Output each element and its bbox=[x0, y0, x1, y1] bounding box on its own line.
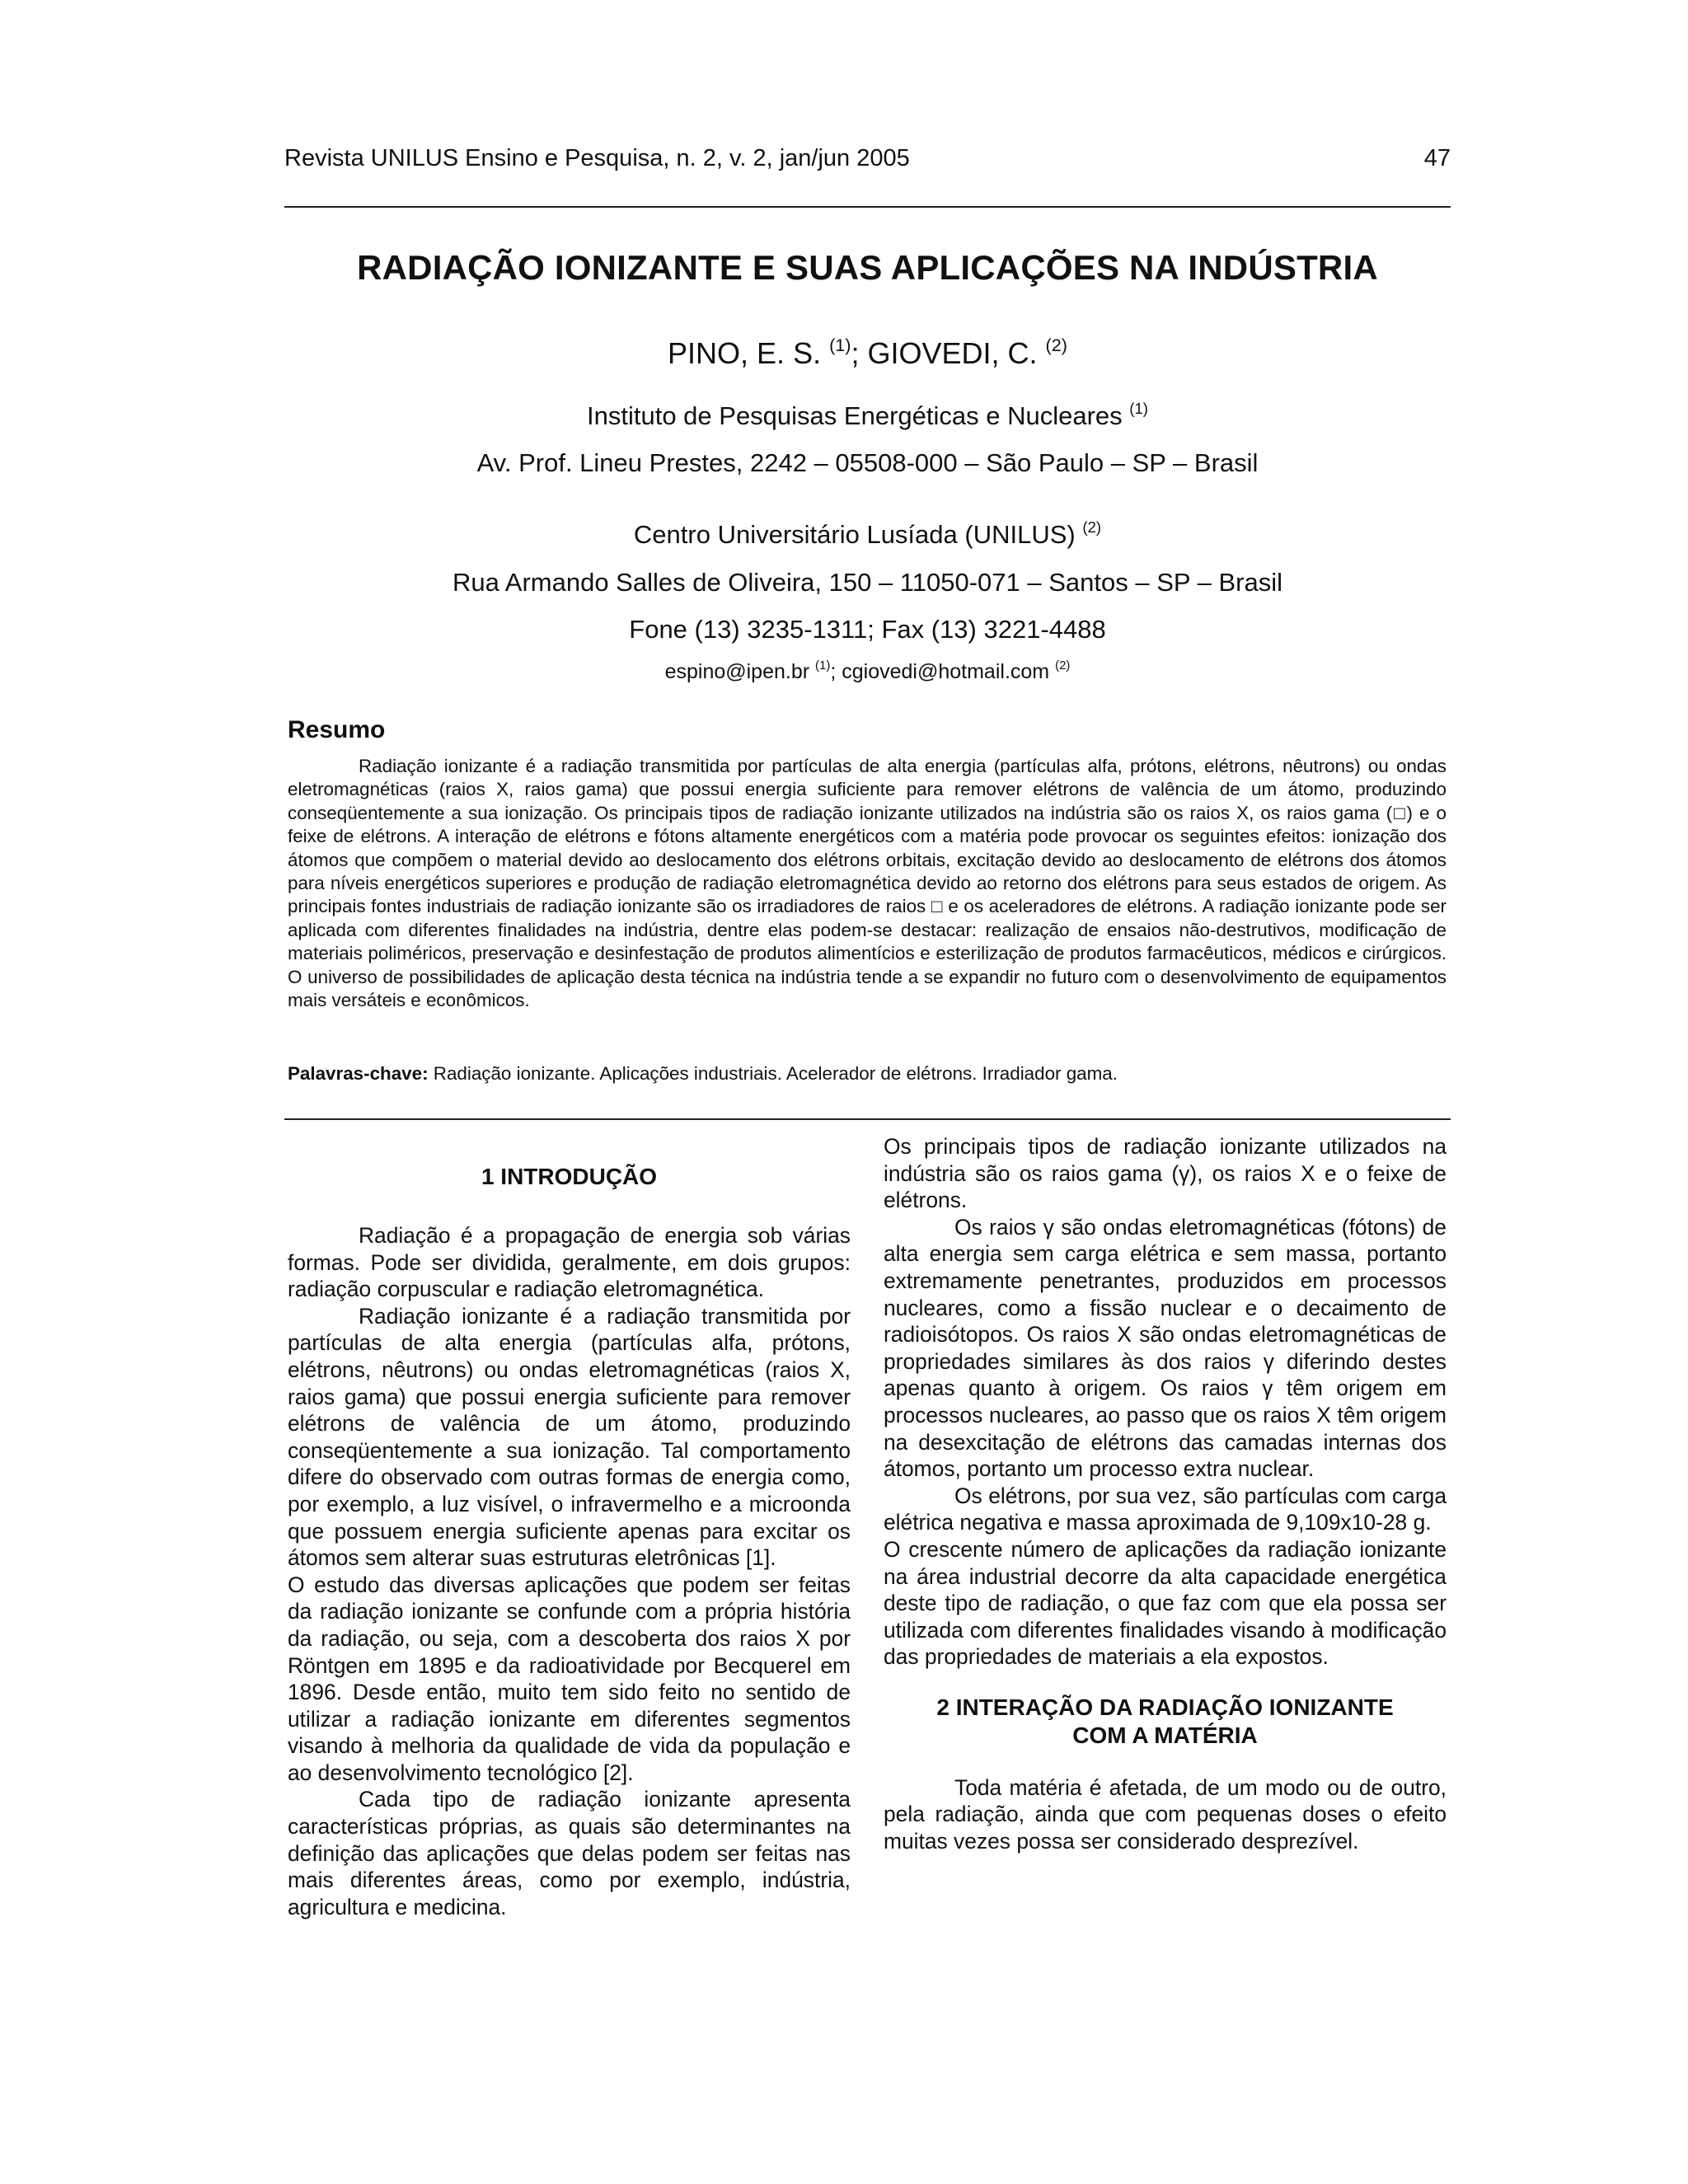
page-number: 47 bbox=[1423, 145, 1451, 171]
affiliation-2-phone: Fone (13) 3235-1311; Fax (13) 3221-4488 bbox=[629, 615, 1106, 644]
paragraph: Os elétrons, por sua vez, são partículas com carga elétrica negativa e massa aproximada de 9,109x10-28 g. bbox=[884, 1483, 1447, 1535]
keywords-label: Palavras-chave: bbox=[288, 1063, 429, 1084]
author-1: PINO, E. S. bbox=[668, 336, 830, 370]
paragraph: Radiação ionizante é a radiação transmitida por partículas de alta energia (partículas alfa, prótons, elétrons, nêutrons) ou ondas eletromagnéticas (raios X, raios gama) que possui energia suficiente para remover elétrons de valência de um átomo, produzindo conseqüentemente a sua ionização. Tal comportamento difere do observado com outras formas de energia como, por exemplo, a luz visível, o infravermelho e a microonda que possuem energia suficiente apenas para excitar os átomos sem alterar suas estruturas eletrônicas [1]. bbox=[288, 1303, 851, 1571]
author-2: ; GIOVEDI, C. bbox=[851, 336, 1046, 370]
paragraph: Os raios γ são ondas eletromagnéticas (fótons) de alta energia sem carga elétrica e sem massa, portanto extremamente penetrantes, produzidos em processos nucleares, como a fissão nuclear e o decaimento de radioisótopos. Os raios X são ondas eletromagnéticas de propriedades similares às dos raios γ diferindo destes apenas quanto à origem. Os raios γ têm origem em processos nucleares, ao passo que os raios X têm origem na desexcitação de elétrons das camadas internas dos átomos, portanto um processo extra nuclear. bbox=[884, 1214, 1447, 1482]
paragraph: Toda matéria é afetada, de um modo ou de outro, pela radiação, ainda que com pequenas doses o efeito muitas vezes possa ser considerado desprezível. bbox=[884, 1774, 1447, 1854]
left-column bbox=[288, 1133, 851, 1920]
paragraph: O crescente número de aplicações da radiação ionizante na área industrial decorre da alta capacidade energética deste tipo de radiação, o que faz com que ela possa ser utilizada com diferentes finalidades visando à modificação das propriedades de materiais a ela expostos. bbox=[884, 1536, 1447, 1670]
section-2-heading: 2 INTERAÇÃO DA RADIAÇÃO IONIZANTE COM A MATÉRIA bbox=[936, 1694, 1394, 1748]
email-2: ; cgiovedi@hotmail.com bbox=[830, 660, 1056, 683]
paragraph: Cada tipo de radiação ionizante apresenta características próprias, as quais são determinantes na definição das aplicações que delas podem ser feitas nas mais diferentes áreas, como por exemplo, indústria, agricultura e medicina. bbox=[288, 1787, 851, 1919]
affiliation-1-address: Av. Prof. Lineu Prestes, 2242 – 05508-000 – São Paulo – SP – Brasil bbox=[476, 448, 1259, 477]
author-1-affiliation-mark: (1) bbox=[829, 335, 851, 355]
email-1: espino@ipen.br bbox=[664, 660, 816, 683]
paragraph: Os principais tipos de radiação ionizante utilizados na indústria são os raios gama (γ), os raios X e o feixe de elétrons. bbox=[884, 1134, 1447, 1213]
header-divider bbox=[284, 206, 1451, 208]
affiliation-2-address: Rua Armando Salles de Oliveira, 150 – 11050-071 – Santos – SP – Brasil bbox=[452, 568, 1282, 597]
running-header bbox=[284, 142, 1451, 175]
article-title: RADIAÇÃO IONIZANTE E SUAS APLICAÇÕES NA INDÚSTRIA bbox=[357, 248, 1378, 287]
author-line bbox=[284, 334, 1451, 373]
abstract-text: Radiação ionizante é a radiação transmitida por partículas de alta energia (partículas alfa, prótons, elétrons, nêutrons) ou ondas eletromagnéticas (raios X, raios gama) que possui energia suficiente para remover elétrons de valência de um átomo, produzindo conseqüentemente a sua ionização. Os principais tipos de radiação ionizante utilizados na indústria são os raios X, os raios gama (□) e o feixe de elétrons. A interação de elétrons e fótons altamente energéticos com a matéria pode provocar os seguintes efeitos: ionização dos átomos que compõem o material devido ao deslocamento dos elétrons orbitais, excitação devido ao deslocamento de elétrons dos átomos para níveis energéticos superiores e produção de radiação eletromagnética devido ao retorno dos elétrons para seus estados de origem. As principais fontes industriais de radiação ionizante são os irradiadores de raios □ e os aceleradores de elétrons. A radiação ionizante pode ser aplicada com diferentes finalidades na indústria, dentre elas podem-se destacar: realização de ensaios não-destrutivos, modificação de materiais poliméricos, preservação e desinfestação de produtos alimentícios e esterilização de produtos farmacêuticos, médicos e cirúrgicos. O universo de possibilidades de aplicação desta técnica na indústria tende a se expandir no futuro com o desenvolvimento de equipamentos mais versáteis e econômicos. bbox=[288, 756, 1447, 1011]
affiliation-2-name: Centro Universitário Lusíada (UNILUS) $^{(2)}$ bbox=[633, 518, 1102, 549]
right-column bbox=[884, 1133, 1447, 1855]
abstract-heading: Resumo bbox=[288, 716, 386, 743]
paragraph: Radiação é a propagação de energia sob várias formas. Pode ser dividida, geralmente, em dois grupos: radiação corpuscular e radiação eletromagnética. bbox=[288, 1223, 851, 1302]
body-divider bbox=[284, 1118, 1451, 1120]
email-line: espino@ipen.br $^{(1)}$; cgiovedi@hotmail.com $^{(2)}$ bbox=[664, 658, 1071, 683]
affiliation-1-name: Instituto de Pesquisas Energéticas e Nucleares $^{(1)}$ bbox=[587, 399, 1148, 430]
journal-page bbox=[284, 0, 1451, 2184]
paragraph: O estudo das diversas aplicações que podem ser feitas da radiação ionizante se confunde com a própria história da radiação, ou seja, com a descoberta dos raios X por Röntgen em 1895 e da radioatividade por Becquerel em 1896. Desde então, muito tem sido feito no sentido de utilizar a radiação ionizante em diferentes segmentos visando à melhoria da qualidade de vida da população e ao desenvolvimento tecnológico [2]. bbox=[288, 1572, 851, 1785]
journal-citation: Revista UNILUS Ensino e Pesquisa, n. 2, v. 2, jan/jun 2005 bbox=[284, 145, 910, 171]
keywords-list: Radiação ionizante. Aplicações industriais. Acelerador de elétrons. Irradiador gama. bbox=[428, 1063, 1118, 1084]
author-2-affiliation-mark: (2) bbox=[1045, 335, 1067, 355]
keywords bbox=[288, 1062, 1447, 1086]
section-1-heading: 1 INTRODUÇÃO bbox=[481, 1164, 658, 1189]
